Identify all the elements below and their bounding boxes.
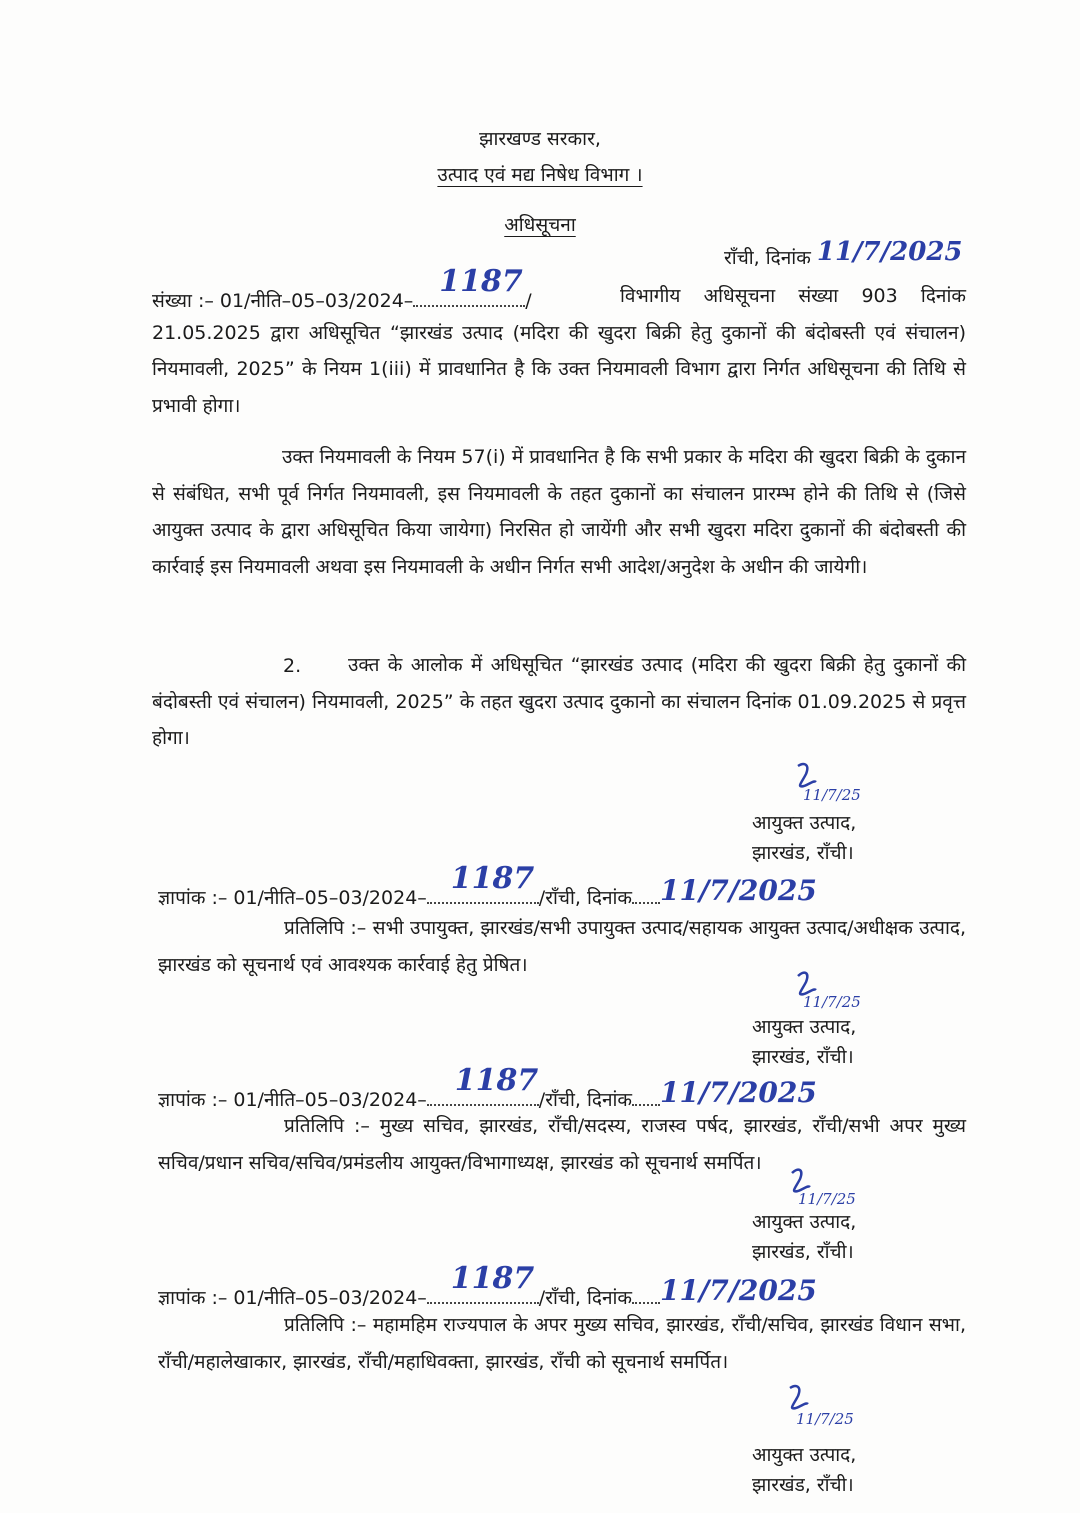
memo-prefix: ज्ञापांक :– 01/नीति–05–03/2024–	[158, 1287, 427, 1309]
department-heading: उत्पाद एवं मद्य निषेध विभाग ।	[437, 164, 643, 186]
paragraph-2: उक्त नियमावली के नियम 57(i) में प्रावधानित है कि सभी प्रकार के मदिरा की खुदरा बिक्री के दुकान से संबंधित, सभी पूर्व निर्गत नियमावली, इस नियमावली के तहत दुकानों का संचालन प्रारम्भ होने की तिथि से (जिसे आयुक्त उत्पाद के द्वारा अधिसूचित किया जायेगा) निरसित हो जायेंगी और सभी खुदरा मदिरा दुकानों की बंदोबस्ती की कार्रवाई इस नियमावली अथवा इस नियमावली के अधीन निर्गत सभी आदेश/अनुदेश के अधीन की जायेगी।	[152, 446, 966, 578]
signatory-place: झारखंड, राँची।	[752, 1046, 854, 1068]
memo-date-blank	[632, 1082, 660, 1106]
handwritten-memo-date: 11/7/2025	[660, 1076, 817, 1109]
paragraph-1: विभागीय अधिसूचना संख्या 903 दिनांक 21.05.2025 द्वारा अधिसूचित “झारखंड उत्पाद (मदिरा की खुदरा बिक्री हेतु दुकानों की बंदोबस्ती एवं संचालन) नियमावली, 2025” के नियम 1(iii) में प्रावधानित है कि उक्त नियमावली विभाग द्वारा निर्गत अधिसूचना की तिथि से प्रभावी होगा।	[152, 285, 966, 417]
document-title: अधिसूचना	[504, 214, 576, 236]
handwritten-memo-date: 11/7/2025	[660, 1274, 817, 1307]
signature-initial-date-3: 11/7/25	[798, 1190, 856, 1208]
memo-number-blank	[427, 861, 539, 904]
memo-3-copy: प्रतिलिपि :– महामहिम राज्यपाल के अपर मुख्य सचिव, झारखंड, राँची/सचिव, झारखंड विधान सभा, राँची/महालेखाकार, झारखंड, राँची/महाधिवक्ता, झारखंड, राँची को सूचनार्थ समर्पित।	[158, 1314, 966, 1373]
signatory-title: आयुक्त उत्पाद,	[752, 812, 857, 834]
memo-place-label: /राँची, दिनांक	[538, 887, 633, 909]
signature-initial-date-4: 11/7/25	[796, 1410, 854, 1428]
signatory-place: झारखंड, राँची।	[752, 1241, 854, 1263]
signatory-title: आयुक्त उत्पाद,	[752, 1444, 857, 1466]
handwritten-number: 1187	[439, 264, 523, 299]
memo-place-label: /राँची, दिनांक	[538, 1089, 633, 1111]
signatory-place: झारखंड, राँची।	[752, 1474, 854, 1496]
memo-date-blank	[632, 1280, 660, 1304]
place-date-label: राँची, दिनांक	[724, 247, 811, 269]
signature-initial-date-2: 11/7/25	[803, 993, 861, 1011]
signature-block-2	[752, 1012, 856, 1072]
signature-block-3	[752, 1207, 856, 1267]
handwritten-date: 11/7/2025	[816, 237, 963, 267]
memo-prefix: ज्ञापांक :– 01/नीति–05–03/2024–	[158, 887, 427, 909]
memo-date-blank	[632, 880, 660, 904]
handwritten-memo-number: 1187	[454, 1063, 539, 1098]
memo-2-copy: प्रतिलिपि :– मुख्य सचिव, झारखंड, राँची/सदस्य, राजस्व पर्षद, झारखंड, राँची/सभी अपर मुख्य सचिव/प्रधान सचिव/सचिव/प्रमंडलीय आयुक्त/विभागाध्यक्ष, झारखंड को सूचनार्थ समर्पित।	[158, 1115, 966, 1174]
memo-number-blank	[427, 1063, 539, 1106]
memo-number-blank	[427, 1261, 539, 1304]
paragraph-3-number: 2.	[283, 655, 302, 677]
handwritten-memo-number: 1187	[450, 1261, 535, 1296]
memo-place-label: /राँची, दिनांक	[538, 1287, 633, 1309]
handwritten-memo-date: 11/7/2025	[660, 874, 817, 907]
number-suffix: /	[525, 290, 532, 312]
number-prefix: संख्या :– 01/नीति–05–03/2024–	[152, 290, 414, 312]
signature-block-1	[752, 808, 856, 868]
place-date	[724, 237, 963, 271]
signature-initial-date-1: 11/7/25	[803, 786, 861, 804]
memo-1-number	[158, 861, 817, 911]
government-heading: झारखण्ड सरकार,	[479, 128, 601, 150]
signatory-place: झारखंड, राँची।	[752, 842, 854, 864]
memo-1-copy: प्रतिलिपि :– सभी उपायुक्त, झारखंड/सभी उपायुक्त उत्पाद/सहायक आयुक्त उत्पाद/अधीक्षक उत्पाद, झारखंड को सूचनार्थ एवं आवश्यक कार्रवाई हेतु प्रेषित।	[158, 917, 966, 976]
handwritten-memo-number: 1187	[450, 861, 535, 896]
memo-prefix: ज्ञापांक :– 01/नीति–05–03/2024–	[158, 1089, 427, 1111]
signatory-title: आयुक्त उत्पाद,	[752, 1211, 857, 1233]
signature-block-4	[752, 1440, 856, 1500]
paragraph-3: उक्त के आलोक में अधिसूचित “झारखंड उत्पाद (मदिरा की खुदरा बिक्री हेतु दुकानों की बंदोबस्ती एवं संचालन) नियमावली, 2025” के तहत खुदरा उत्पाद दुकानो का संचालन दिनांक 01.09.2025 से प्रवृत्त होगा।	[152, 654, 966, 749]
signatory-title: आयुक्त उत्पाद,	[752, 1016, 857, 1038]
